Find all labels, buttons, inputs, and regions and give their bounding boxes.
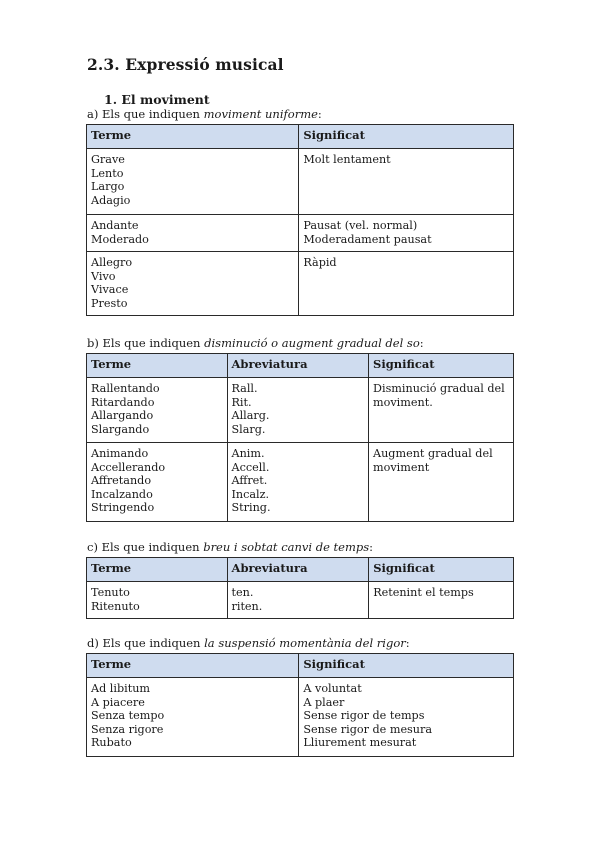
meaning-cell [369,378,514,443]
header-terme: Terme [87,558,228,582]
intro-d-prefix: d) Els que indiquen [87,636,205,650]
term: Rubato [91,736,132,750]
term: Tenuto [91,586,130,599]
meaning: Moderadament pausat [303,232,432,246]
meaning: Lliurement mesurat [303,736,417,750]
abbreviation: Rall. [231,382,258,395]
table-d [86,653,514,757]
term: Stringendo [91,501,155,515]
subheading: 1. El moviment [104,92,210,107]
table-row [87,252,514,316]
term: Grave [91,153,125,166]
term: Presto [91,296,128,310]
intro-c-prefix: c) Els que indiquen [87,540,204,554]
table-a-header-row [87,125,514,149]
meaning: Ràpid [303,256,337,269]
term: Senza tempo [91,709,165,723]
meaning: A voluntat [303,682,362,695]
terms-cell [87,215,299,252]
intro-c-emphasis: breu i sobtat canvi de temps [203,540,370,554]
abbreviation-cell [227,378,369,443]
header-terme: Terme [87,354,228,378]
intro-b [87,336,424,350]
intro-d-emphasis: la suspensió momentània del rigor [204,636,406,650]
header-significat: Significat [299,654,514,678]
table-row [87,215,514,252]
table-a [86,124,514,316]
abbreviation-cell [227,582,369,619]
term: Accellerando [91,460,166,474]
intro-a-prefix: a) Els que indiquen [87,107,204,121]
terms-cell [87,443,228,522]
meaning: moviment. [373,395,433,409]
meaning: Retenint el temps [373,586,474,599]
intro-a-emphasis: moviment uniforme [203,107,318,121]
term: Ritardando [91,395,155,409]
meaning-cell [299,252,514,316]
table-row [87,378,514,443]
intro-b-emphasis: disminució o augment gradual del so [204,336,420,350]
abbreviation: String. [231,501,271,515]
table-row [87,443,514,522]
term: Animando [91,447,149,460]
intro-b-prefix: b) Els que indiquen [87,336,205,350]
meaning-cell [299,678,514,757]
intro-b-suffix: : [419,336,424,350]
intro-a-suffix: : [317,107,322,121]
header-significat: Significat [369,558,514,582]
term: Slargando [91,422,150,436]
term: Adagio [91,193,131,207]
table-c [86,557,514,619]
abbreviation: Affret. [231,474,268,488]
term: Ritenuto [91,599,140,613]
intro-d-suffix: : [405,636,410,650]
table-row [87,149,514,215]
terms-cell [87,582,228,619]
meaning-cell [299,149,514,215]
section-title: 2.3. Expressió musical [87,55,284,74]
meaning: Molt lentament [303,153,391,166]
meaning-cell [369,443,514,522]
terms-cell [87,378,228,443]
abbreviation: ten. [231,586,254,599]
header-significat: Significat [299,125,514,149]
header-abreviatura: Abreviatura [227,558,369,582]
intro-a [87,107,322,121]
abbreviation: Allarg. [231,409,270,423]
table-b-header-row [87,354,514,378]
abbreviation: riten. [231,599,263,613]
header-abreviatura: Abreviatura [227,354,369,378]
intro-c-suffix: : [369,540,374,554]
meaning: A plaer [303,695,345,709]
abbreviation: Incalz. [231,487,270,501]
meaning: Augment gradual del [373,447,493,460]
abbreviation-cell [227,443,369,522]
abbreviation: Rit. [231,395,252,409]
abbreviation: Slarg. [231,422,266,436]
term: Moderado [91,232,149,246]
header-significat: Significat [369,354,514,378]
term: Lento [91,166,124,180]
term: Rallentando [91,382,160,395]
table-row [87,678,514,757]
meaning-cell [369,582,514,619]
table-d-header-row [87,654,514,678]
term: Largo [91,180,125,194]
meaning: Pausat (vel. normal) [303,219,418,232]
header-terme: Terme [87,125,299,149]
intro-c [87,540,373,554]
term: Ad libitum [91,682,151,695]
terms-cell [87,678,299,757]
term: Senza rigore [91,722,164,736]
term: Incalzando [91,487,153,501]
term: A piacere [91,695,145,709]
table-c-header-row [87,558,514,582]
table-row [87,582,514,619]
meaning: Sense rigor de mesura [303,722,433,736]
terms-cell [87,252,299,316]
term: Allargando [91,409,154,423]
term: Affretando [91,474,152,488]
abbreviation: Anim. [231,447,265,460]
term: Andante [91,219,139,232]
table-b [86,353,514,522]
meaning: Disminució gradual del [373,382,505,395]
header-terme: Terme [87,654,299,678]
abbreviation: Accell. [231,460,270,474]
meaning-cell [299,215,514,252]
term: Allegro [91,256,133,269]
term: Vivace [91,283,129,297]
intro-d [87,636,410,650]
term: Vivo [91,269,116,283]
meaning: moviment [373,460,430,474]
terms-cell [87,149,299,215]
meaning: Sense rigor de temps [303,709,425,723]
